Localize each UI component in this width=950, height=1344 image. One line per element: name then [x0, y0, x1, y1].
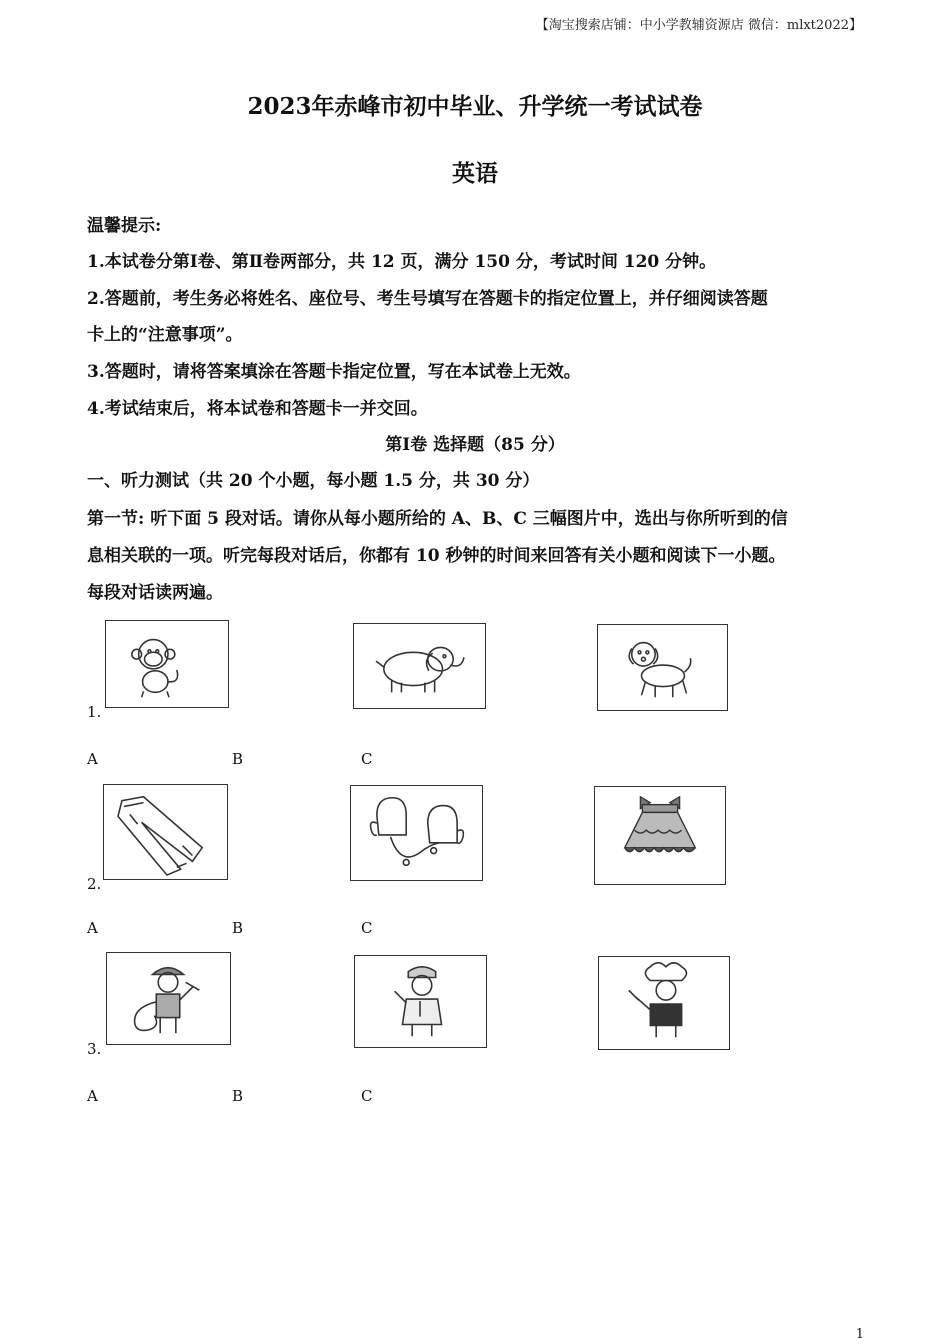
option-label: C — [361, 750, 373, 768]
elephant-icon — [354, 624, 485, 708]
mittens-icon — [351, 786, 482, 880]
elephant-picture — [353, 623, 486, 709]
dog-icon — [598, 625, 727, 710]
monkey-picture — [105, 620, 229, 708]
notice-item: 1.本试卷分第Ⅰ卷、第Ⅱ卷两部分，共 12 页，满分 150 分，考试时间 120 分钟。 — [87, 252, 717, 272]
doctor-icon — [355, 956, 486, 1047]
subject-title: 英语 — [452, 160, 498, 187]
notice-heading: 温馨提示: — [87, 216, 162, 236]
firefighter-icon — [107, 953, 230, 1044]
notice-item: 3.答题时，请将答案填涂在答题卡指定位置，写在本试卷上无效。 — [87, 362, 581, 382]
dog-picture — [597, 624, 728, 711]
option-label: A — [87, 750, 98, 768]
option-label: C — [361, 919, 373, 937]
watermark: 【淘宝搜索店铺：中小学教辅资源店 微信：mlxt2022】 — [535, 18, 862, 33]
monkey-icon — [106, 621, 228, 707]
skirt-icon — [595, 787, 725, 884]
page-number: 1 — [855, 1327, 864, 1342]
trousers-picture — [103, 784, 228, 880]
question-number: 3. — [87, 1040, 102, 1058]
page-title: 2023年赤峰市初中毕业、升学统一考试试卷 — [247, 93, 703, 120]
question-number: 1. — [87, 703, 102, 721]
mittens-picture — [350, 785, 483, 881]
notice-item: 4.考试结束后，将本试卷和答题卡一并交回。 — [87, 399, 428, 419]
firefighter-picture — [106, 952, 231, 1045]
section-heading: 一、听力测试（共 20 个小题，每小题 1.5 分，共 30 分） — [87, 471, 540, 491]
question-number: 2. — [87, 875, 102, 893]
option-label: A — [87, 1087, 98, 1105]
instruction-line: 息相关联的一项。听完每段对话后，你都有 10 秒钟的时间来回答有关小题和阅读下一小题。 — [87, 546, 786, 566]
cook-icon — [599, 957, 729, 1049]
option-label: A — [87, 919, 98, 937]
instruction-line: 第一节: 听下面 5 段对话。请你从每小题所给的 A、B、C 三幅图片中，选出与你所听到的信 — [87, 509, 788, 529]
option-label: C — [361, 1087, 373, 1105]
doctor-picture — [354, 955, 487, 1048]
skirt-picture — [594, 786, 726, 885]
cook-picture — [598, 956, 730, 1050]
notice-item: 2.答题前，考生务必将姓名、座位号、考生号填写在答题卡的指定位置上，并仔细阅读答题 — [87, 289, 768, 309]
trousers-icon — [104, 785, 227, 879]
option-label: B — [232, 1087, 244, 1105]
part-heading: 第Ⅰ卷 选择题（85 分） — [385, 435, 565, 455]
option-label: B — [232, 750, 244, 768]
option-label: B — [232, 919, 244, 937]
notice-item: 卡上的“注意事项”。 — [87, 325, 243, 345]
instruction-line: 每段对话读两遍。 — [87, 583, 223, 603]
